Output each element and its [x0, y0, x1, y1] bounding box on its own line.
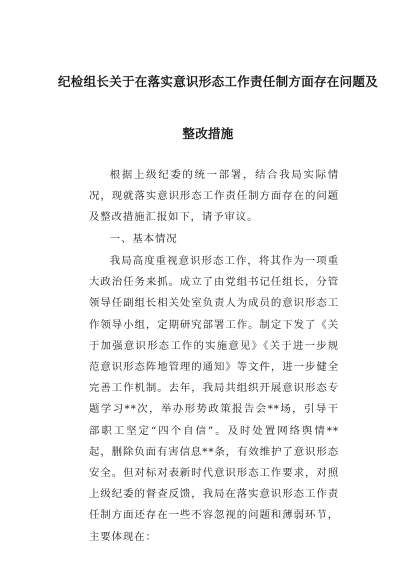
document-title-line-2: 整改措施 [182, 126, 234, 141]
document-title-line-1: 纪检组长关于在落实意识形态工作责任制方面存在问题及 [58, 74, 379, 89]
section-body-paragraph: 我局高度重视意识形态工作，将其作为一项重大政治任务来抓。成立了由党组书记任组长，分管领导任副组长相关处室负责人为成员的意识形态工作领导小组，定期研究部署工作。制定下发了《关于加强意识形态工作的实施意见》《关于进一步规范意识形态阵地管理的通知》等文件，进一步健全完善工作机制。去年，我局共组织开展意识形态专题学习**次，举办形势政策报告会**场，引导干部职工坚定“四个自信”。及时处置网络舆情**起，删除负面有害信息**条，有效维护了意识形态安全。但对标对表新时代意识形态工作要求，对照上级纪委的督查反馈，我局在落实意识形态工作责任制方面还存在一些不容忽视的问题和薄弱环节，主要体现在： [89, 255, 339, 543]
intro-block [89, 165, 339, 229]
section-body-block [89, 251, 339, 548]
section-heading-block [89, 229, 339, 250]
intro-paragraph: 根据上级纪委的统一部署，结合我局实际情况，现就落实意识形态工作责任制方面存在的问题及整改措施汇报如下，请予审议。 [89, 169, 339, 224]
section-heading: 一、基本情况 [109, 233, 178, 245]
